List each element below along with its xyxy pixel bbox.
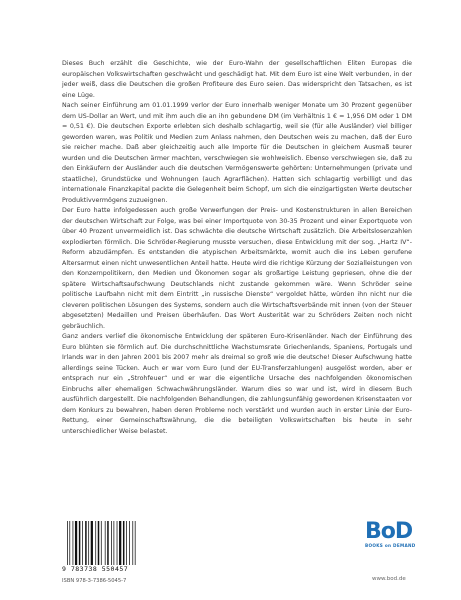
barcode-bar bbox=[132, 521, 133, 565]
barcode-bar bbox=[91, 521, 93, 565]
barcode-bar bbox=[88, 521, 89, 565]
barcode-digits: 9 783738 550457 bbox=[62, 565, 129, 573]
publisher-logo bbox=[365, 519, 416, 555]
barcode-bar bbox=[79, 521, 81, 565]
barcode-bar bbox=[135, 521, 136, 565]
blurb-paragraph-3: Der Euro hatte infolgedessen auch große Verwerfungen der Preis- und Kostenstrukturen in allen Bereichen der deutschen Wirtschaft zur Folge, was bei einer Importquote von 30-35 Prozent und einer Exportquote von über 40 Prozent unvermeidlich ist. Das schwächte die deutsche Wirtschaft zusätzlich. Die Arbeitslosenzahlen explodierten förmlich. Die Schröder-Regierung musste versuchen, diese Entwicklung mit der sog. „Hartz IV“-Reform abzudämpfen. Es entstanden die atypischen Arbeitsmärkte, womit auch die ins Leben gerufene Altersarmut einen nicht unwesentlichen Anteil hatte. Heute wird die richtige Kürzung der Sozialleistungen von den Konzernpolitikern, den Medien und Ökonomen sogar als großartige Leistung gepriesen, ohne die der spätere Wirtschaftsaufschwung Deutschlands nicht zustande gekommen wäre. Wenn Schröder seine politische Laufbahn nicht mit dem Eintritt „in russische Dienste“ vergoldet hätte, würden ihn nicht nur die cleveren politischen Lösungen des Systems, sondern auch die Wirtschaftsverbände mit innen (von der Steuer abgesetzten) Medaillen und Preisen überhäufen. Das Wort Austerität war zu Schröders Zeiten noch nicht gebräuchlich. bbox=[62, 207, 412, 330]
barcode-bar bbox=[107, 521, 109, 565]
blurb-paragraph-2: Nach seiner Einführung am 01.01.1999 verlor der Euro innerhalb weniger Monate um 30 Prozent gegenüber dem US-Dollar an Wert, und mit ihm auch die an ihn gebundene DM (im Verhältnis 1 € = 1,956 DM oder 1 DM = 0,51 €). Die deutschen Exporte erlebten sich deshalb schlagartig, weil sie (für alle Ausländer) viel billiger geworden waren, was Politik und Medien zum Anlass nahmen, den Deutschen weis zu machen, daß der Euro sie reicher mache. Daß aber gleichzeitig auch alle Importe für die Deutschen in gleichem Ausmaß teurer wurden und die Deutschen ärmer machten, verschwiegen sie wohlweislich. Ebenso verschwiegen sie, daß zu den Einkäufern der Ausländer auch die deutschen Vermögenswerte gehörten: Unternehmungen (private und staatliche), Grundstücke und Wohnungen (auch Agrarflächen). Hatten sich schlagartig verbilligt und das internationale Finanzkapital packte die Gelegenheit beim Schopf, um sich die einzigartigsten Werte deutscher Produktivvermögens zuzueignen. bbox=[62, 102, 412, 204]
barcode-bar bbox=[82, 521, 83, 565]
bod-logo-mark: BoD bbox=[365, 519, 413, 544]
barcode-bar bbox=[101, 521, 102, 565]
barcode-bar bbox=[114, 521, 115, 565]
barcode-bar bbox=[117, 521, 118, 565]
barcode-bar bbox=[85, 521, 87, 565]
barcode-bar bbox=[73, 521, 74, 565]
barcode-bars bbox=[66, 521, 136, 565]
back-cover-blurb bbox=[62, 59, 412, 437]
barcode-bar bbox=[95, 521, 96, 565]
isbn-number: ISBN 978-3-7386-5045-7 bbox=[62, 578, 127, 584]
blurb-paragraph-1: Dieses Buch erzählt die Geschichte, wie der Euro-Wahn der gesellschaftlichen Eliten Europas die europäischen Volkswirtschaften geschwächt und geschädigt hat. Mit dem Euro ist eine Welt verbunden, in der jeder weiß, dass die Deutschen die großen Profiteure des Euro seien. Das widerspricht den Tatsachen, es ist eine Lüge. bbox=[62, 60, 412, 99]
barcode-bar bbox=[105, 521, 106, 565]
barcode-bar bbox=[75, 521, 77, 565]
blurb-paragraph-4: Ganz anders verlief die ökonomische Entwicklung der späteren Euro-Krisenländer. Nach der Einführung des Euro blühten sie förmlich auf. Die durchschnittliche Wachstumsrate Griechenlands, Spaniens, Portugals und Irlands war in den Jahren 2001 bis 2007 mehr als dreimal so groß wie die deutsche! Dieser Aufschwung hatte allerdings seine Tücken. Auch er war vom Euro (und der EU-Transferzahlungen) ausgelöst worden, aber er entsprach nur ein „Strohfeuer“ und er war die eigentliche Ursache des nachfolgenden ökonomischen Einbruchs aller ehemaligen Schwachwährungsländer. Warum dies so war und ist, wird in diesem Buch ausführlich dargestellt. Die nachfolgenden Behandlungen, die zahlungsunfähig gewordenen Krisenstaaten vor dem Konkurs zu bewahren, haben deren Probleme noch verstärkt und wurden auch in erster Linie der Euro-Rettung, einer Gemeinschaftswährung, die die beteiligten Volkswirtschaften bis heute in sehr unterschiedlicher Weise belastet. bbox=[62, 333, 412, 435]
barcode-bar bbox=[111, 521, 112, 565]
bod-tagline: BOOKS on DEMAND bbox=[365, 543, 416, 548]
barcode-bar bbox=[129, 521, 130, 565]
barcode-bar bbox=[98, 521, 100, 565]
barcode-bar bbox=[67, 521, 68, 565]
barcode-bar bbox=[123, 521, 125, 565]
barcode-bar bbox=[119, 521, 121, 565]
publisher-url: www.bod.de bbox=[372, 576, 406, 582]
barcode-bar bbox=[126, 521, 127, 565]
barcode-bar bbox=[69, 521, 70, 565]
isbn-barcode bbox=[62, 521, 142, 576]
